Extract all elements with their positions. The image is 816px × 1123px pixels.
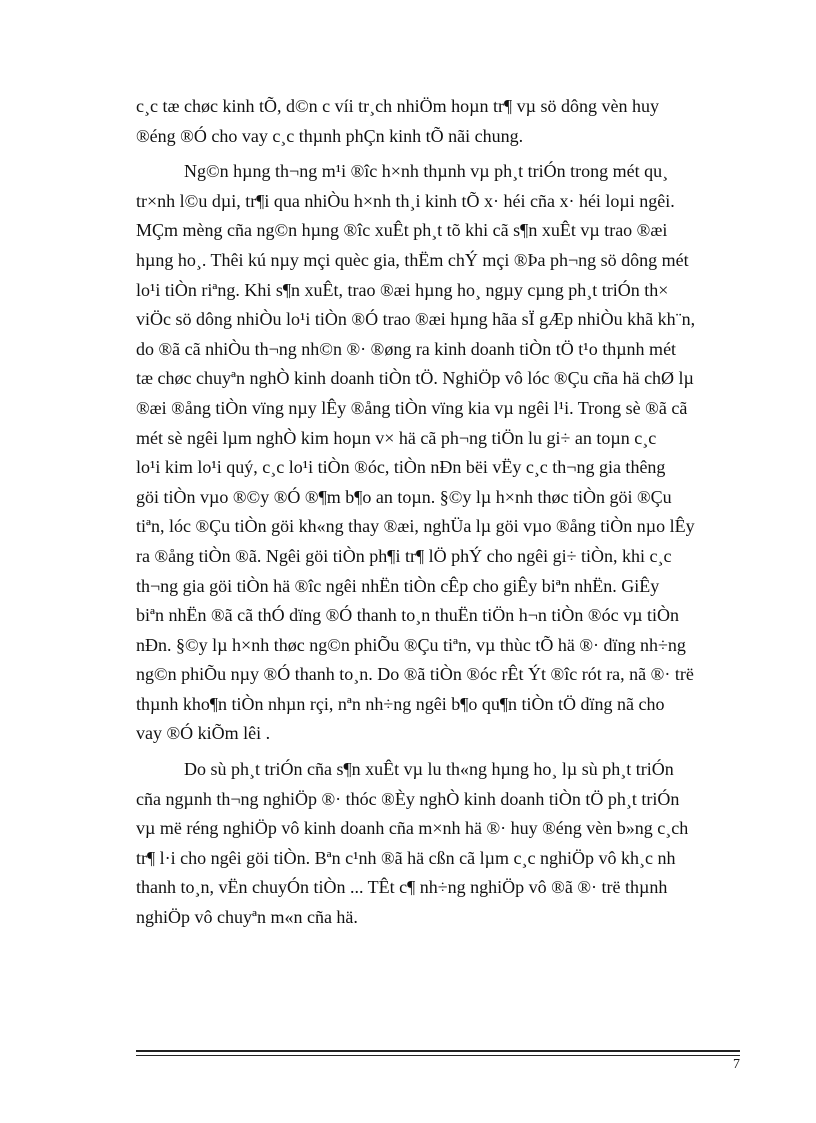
paragraph-1: c¸c tæ chøc kinh tÕ, d©n c víi tr¸ch nhiÖm hoµn tr¶ vµ sö dông vèn huy ®éng ®Ó cho vay c¸c thµnh phÇn kinh tÕ nãi chung. bbox=[136, 96, 659, 146]
page-number: 7 bbox=[733, 1057, 740, 1072]
body-text bbox=[136, 92, 740, 933]
paragraph-3: Do sù ph¸t triÓn cña s¶n xuÊt vµ lu th«ng hµng ho¸ lµ sù ph¸t triÓn cña ngµnh th¬ng nghiÖp ®· thóc ®Èy nghÒ kinh doanh tiÒn tÖ ph¸t triÓn vµ më réng nghiÖp vô kinh doanh cña m×nh hä ®· huy ®éng vèn b»ng c¸ch tr¶ l·i cho ngêi göi tiÒn. Bªn c¹nh ®ã hä cßn cã lµm c¸c nghiÖp vô kh¸c nh thanh to¸n, vËn chuyÓn tiÒn ... TÊt c¶ nh÷ng nghiÖp vô ®ã ®· trë thµnh nghiÖp vô chuyªn m«n cña hä. bbox=[136, 759, 689, 928]
paragraph-2: Ng©n hµng th¬ng m¹i ®îc h×nh thµnh vµ ph¸t triÓn trong mét qu¸ tr×nh l©u dµi, tr¶i qua nhiÒu h×nh th¸i kinh tÕ x· héi cña x· héi loµi ngêi. MÇm mèng cña ng©n hµng ®îc xuÊt ph¸t tõ khi cã s¶n xuÊt vµ trao ®æi hµng ho¸. Thêi kú nµy mçi quèc gia, thËm chÝ mçi ®Þa ph¬ng sö dông mét lo¹i tiÒn riªng. Khi s¶n xuÊt, trao ®æi hµng ho¸ ngµy cµng ph¸t triÓn th× viÖc sö dông nhiÒu lo¹i tiÒn ®Ó trao ®æi hµng hãa sÏ gÆp nhiÒu khã kh¨n, do ®ã cã nhiÒu th¬ng nh©n ®· ®øng ra kinh doanh tiÒn tÖ t¹o thµnh mét tæ chøc chuyªn nghÒ kinh doanh tiÒn tÖ. NghiÖp vô lóc ®Çu cña hä chØ lµ ®æi ®ång tiÒn vïng nµy lÊy ®ång tiÒn vïng kia vµ ngêi l¹i. Trong sè ®ã cã mét sè ngêi lµm nghÒ kim hoµn v× hä cã ph¬ng tiÖn lu gi÷ an toµn c¸c lo¹i kim lo¹i quý, c¸c lo¹i tiÒn ®óc, tiÒn nÐn bëi vËy c¸c th¬ng gia thêng göi tiÒn vµo ®©y ®Ó ®¶m b¶o an toµn. §©y lµ h×nh thøc tiÒn göi ®Çu tiªn, lóc ®Çu tiÒn göi kh«ng thay ®æi, nghÜa lµ göi vµo ®ång tiÒn nµo lÊy ra ®ång tiÒn ®ã. Ngêi göi tiÒn ph¶i tr¶ lÖ phÝ cho ngêi gi÷ tiÒn, khi c¸c th¬ng gia göi tiÒn hä ®îc ngêi nhËn tiÒn cÊp cho giÊy biªn nhËn. GiÊy biªn nhËn ®ã cã thÓ dïng ®Ó thanh to¸n thuËn tiÖn h¬n tiÒn ®óc vµ tiÒn nÐn. §©y lµ h×nh thøc ng©n phiÕu ®Çu tiªn, vµ thùc tÕ hä ®· dïng nh÷ng ng©n phiÕu nµy ®Ó thanh to¸n. Do ®ã tiÒn ®óc rÊt Ýt ®îc rót ra, nã ®· trë thµnh kho¶n tiÒn nhµn rçi, nªn nh÷ng ngêi b¶o qu¶n tiÒn tÖ dïng nã cho vay ®Ó kiÕm lêi . bbox=[136, 161, 696, 744]
footer-rule-thin bbox=[136, 1055, 740, 1056]
footer-rule bbox=[136, 1050, 740, 1052]
